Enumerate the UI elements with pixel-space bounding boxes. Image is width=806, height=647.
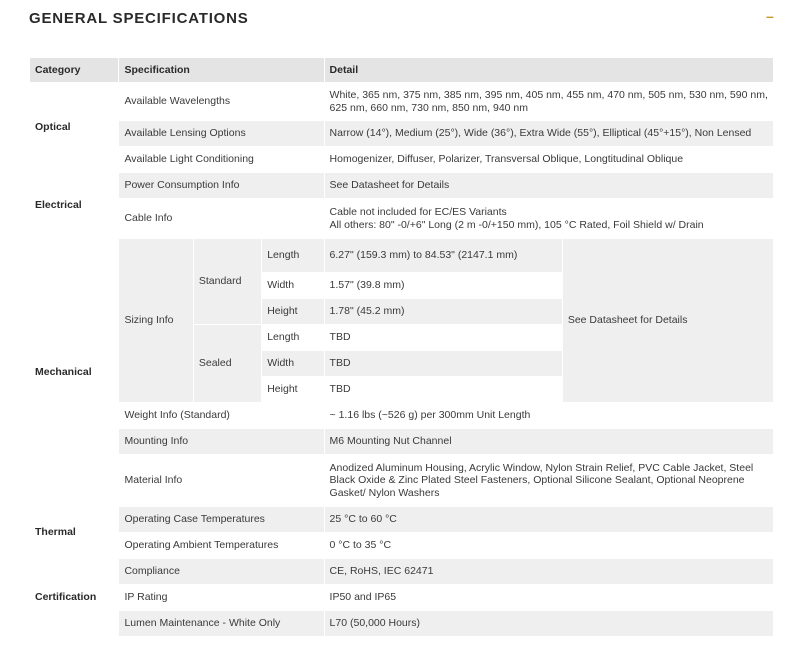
spec-detail: TBD [324,377,562,403]
category-electrical: Electrical [30,173,119,239]
spec-detail: 1.57" (39.8 mm) [324,273,562,299]
dimension-label: Length [262,239,324,273]
spec-label: Available Lensing Options [119,121,324,147]
spec-label: Operating Case Temperatures [119,507,324,533]
table-row [30,585,774,611]
table-row [30,147,774,173]
spec-label: Material Info [119,455,324,507]
spec-label: Cable Info [119,199,324,239]
cable-detail-line-2: All others: 80" -0/+6" Long (2 m -0/+150 mm), 105 °C Rated, Foil Shield w/ Drain [329,218,704,231]
spec-label: Power Consumption Info [119,173,324,199]
spec-detail: 25 °C to 60 °C [324,507,773,533]
dimension-label: Height [262,377,324,403]
spec-detail: 0 °C to 35 °C [324,533,773,559]
section-header[interactable] [0,0,806,50]
collapse-icon[interactable]: – [766,8,774,24]
spec-label: IP Rating [119,585,324,611]
sizing-group-sealed: Sealed [193,325,261,403]
spec-label: Operating Ambient Temperatures [119,533,324,559]
spec-detail: CE, RoHS, IEC 62471 [324,559,773,585]
spec-detail: Anodized Aluminum Housing, Acrylic Window, Nylon Strain Relief, PVC Cable Jacket, Steel Black Oxide & Zinc Plated Steel Fasteners, Optional Silicone Sealant, Optional Neoprene Gasket/ Nylon Washers [324,455,773,507]
spec-label: Available Wavelengths [119,83,324,121]
cable-detail-line-1: Cable not included for EC/ES Variants [329,206,507,218]
spec-label: Available Light Conditioning [119,147,324,173]
dimension-label: Length [262,325,324,351]
category-mechanical: Mechanical [30,239,119,507]
spec-detail: Narrow (14°), Medium (25°), Wide (36°), Extra Wide (55°), Elliptical (45°+15°), Non Lensed [324,121,773,147]
spec-detail: ~ 1.16 lbs (~526 g) per 300mm Unit Length [324,403,773,429]
spec-detail: 1.78" (45.2 mm) [324,299,562,325]
table-row [30,533,774,559]
table-row [30,455,774,507]
table-row [30,611,774,637]
spec-label: Weight Info (Standard) [119,403,324,429]
section-title: GENERAL SPECIFICATIONS [29,10,249,27]
spec-detail: 6.27" (159.3 mm) to 84.53" (2147.1 mm) [324,239,562,273]
spec-label: Lumen Maintenance - White Only [119,611,324,637]
table-row [30,507,774,533]
table-row [30,403,774,429]
spec-detail: TBD [324,351,562,377]
spec-detail: TBD [324,325,562,351]
category-thermal: Thermal [30,507,119,559]
header-category: Category [30,58,119,83]
header-detail: Detail [324,58,773,83]
table-row [30,121,774,147]
spec-table [29,57,774,637]
sizing-group-standard: Standard [193,239,261,325]
table-row [30,239,774,273]
spec-label: Mounting Info [119,429,324,455]
spec-detail: M6 Mounting Nut Channel [324,429,773,455]
spec-detail [324,199,773,239]
table-header-row [30,58,774,83]
spec-detail: White, 365 nm, 375 nm, 385 nm, 395 nm, 405 nm, 455 nm, 470 nm, 505 nm, 530 nm, 590 nm, 625 nm, 660 nm, 730 nm, 850 nm, 940 nm [324,83,773,121]
spec-label: Sizing Info [119,239,193,403]
table-row [30,559,774,585]
table-row [30,173,774,199]
header-specification: Specification [119,58,324,83]
table-row [30,429,774,455]
table-row [30,199,774,239]
spec-detail: See Datasheet for Details [324,173,773,199]
category-optical: Optical [30,83,119,173]
spec-detail: IP50 and IP65 [324,585,773,611]
spec-detail: Homogenizer, Diffuser, Polarizer, Transversal Oblique, Longtitudinal Oblique [324,147,773,173]
dimension-label: Width [262,273,324,299]
table-row [30,83,774,121]
dimension-label: Height [262,299,324,325]
category-certification: Certification [30,559,119,637]
spec-detail: L70 (50,000 Hours) [324,611,773,637]
spec-label: Compliance [119,559,324,585]
dimension-label: Width [262,351,324,377]
sizing-note: See Datasheet for Details [562,239,773,403]
